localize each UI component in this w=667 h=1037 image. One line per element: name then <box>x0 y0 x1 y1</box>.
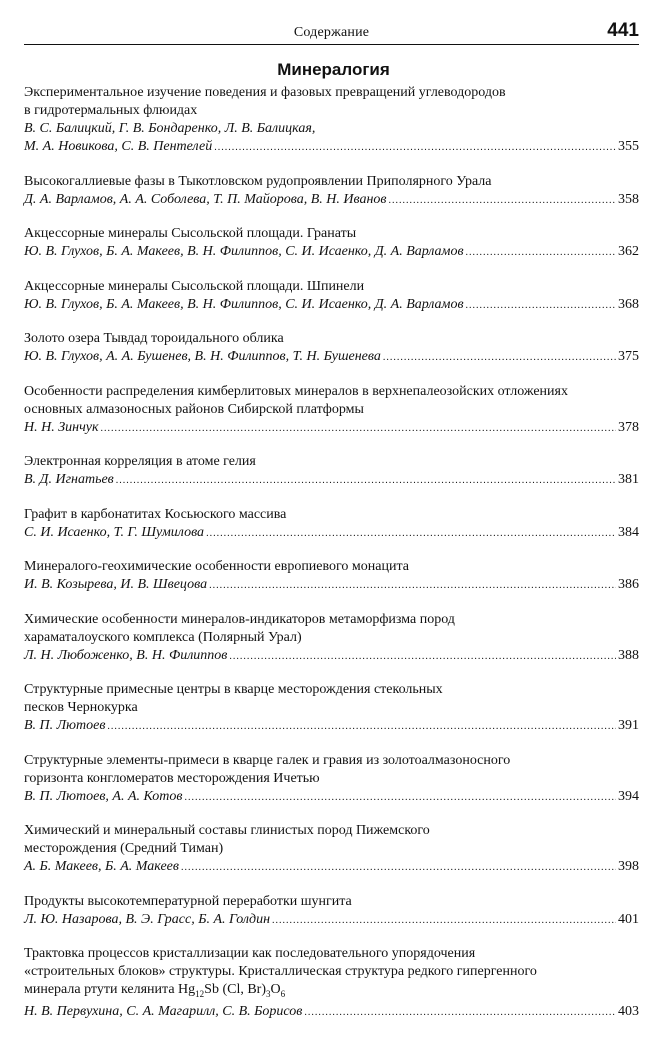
dot-leader <box>304 1007 616 1018</box>
dot-leader <box>383 352 616 363</box>
table-of-contents <box>24 84 639 1037</box>
entry-title-line: Электронная корреляция в атоме гелия <box>24 454 256 469</box>
dot-leader <box>272 915 616 926</box>
entry-page: 362 <box>618 244 639 259</box>
entry-author-line <box>24 717 639 735</box>
entry-authors: С. И. Исаенко, Т. Г. Шумилова <box>24 524 205 540</box>
entry-title-line: месторождения (Средний Тиман) <box>24 841 224 856</box>
entry-title-line: основных алмазоносных районов Сибирской платформы <box>24 401 364 417</box>
entry-authors: Д. А. Варламов, А. А. Соболева, Т. П. Майорова, В. Н. Иванов <box>24 191 387 207</box>
toc-entry <box>24 558 639 594</box>
toc-entry <box>24 84 639 156</box>
formula-prefix: минерала ртути келянита Hg <box>24 982 196 997</box>
entry-page: 398 <box>618 859 639 874</box>
entry-author-line <box>24 191 639 209</box>
entry-title-line: Структурные примесные центры в кварце месторождения стекольных <box>24 682 443 697</box>
toc-entry <box>24 383 639 437</box>
entry-authors: И. В. Козырева, И. В. Швецова <box>24 577 208 592</box>
entry-title-line: Акцессорные минералы Сысольской площади. Шпинели <box>24 278 365 294</box>
running-header <box>24 18 639 45</box>
toc-entry <box>24 893 639 929</box>
dot-leader <box>107 721 616 732</box>
entry-authors: В. П. Лютоев, А. А. Котов <box>24 788 183 804</box>
entry-page: 391 <box>618 718 639 733</box>
dot-leader <box>184 792 616 803</box>
page-number: 441 <box>607 20 639 41</box>
entry-page: 368 <box>618 296 639 312</box>
entry-authors: Ю. В. Глухов, А. А. Бушенев, В. Н. Филиппов, Т. Н. Бушенева <box>24 349 381 364</box>
dot-leader <box>181 862 616 873</box>
dot-leader <box>389 195 616 206</box>
entry-title-line: Химические особенности минералов-индикаторов метаморфизма пород <box>24 611 455 627</box>
formula-subscript: 12 <box>195 988 205 999</box>
toc-entry <box>24 278 639 314</box>
toc-entry <box>24 822 639 876</box>
entry-title-line: хараматалоуского комплекса (Полярный Урал) <box>24 629 302 645</box>
entry-author-line <box>24 243 639 261</box>
entry-author-line <box>24 911 639 929</box>
toc-entry <box>24 225 639 261</box>
entry-title-line: в гидротермальных флюидах <box>24 103 198 118</box>
entry-author-line <box>24 647 639 665</box>
toc-entry <box>24 506 639 542</box>
entry-title-line: Химический и минеральный составы глинистых пород Пижемского <box>24 823 430 838</box>
entry-author-line <box>24 524 639 542</box>
formula-mid: Sb (Cl, Br) <box>204 982 266 997</box>
dot-leader <box>209 580 616 591</box>
entry-author-line <box>24 471 639 489</box>
entry-authors: Н. В. Первухина, С. А. Магарилл, С. В. Борисов <box>24 1003 303 1019</box>
entry-authors: М. А. Новикова, С. В. Пентелей <box>24 139 213 154</box>
toc-entry <box>24 453 639 489</box>
entry-page: 401 <box>618 911 639 927</box>
entry-page: 375 <box>618 349 639 364</box>
entry-title-line: горизонта конгломератов месторождения Ичетью <box>24 770 320 786</box>
toc-entry <box>24 681 639 735</box>
entry-title-line: Особенности распределения кимберлитовых минералов в верхнепалеозойских отложениях <box>24 383 568 399</box>
toc-entry <box>24 330 639 366</box>
entry-title-line: Экспериментальное изучение поведения и фазовых превращений углеводородов <box>24 85 506 100</box>
entry-author-line <box>24 858 639 876</box>
entry-title-line: Акцессорные минералы Сысольской площади. Гранаты <box>24 226 357 241</box>
entry-title-line: Золото озера Тывдад тороидального облика <box>24 331 284 346</box>
entry-authors: В. С. Балицкий, Г. В. Бондаренко, Л. В. Балицкая, <box>24 121 316 136</box>
entry-title-line: Продукты высокотемпературной переработки шунгита <box>24 893 352 909</box>
dot-leader <box>466 300 616 311</box>
entry-page: 355 <box>618 139 639 154</box>
entry-page: 394 <box>618 788 639 804</box>
entry-authors: Л. Ю. Назарова, В. Э. Грасс, Б. А. Голдин <box>24 911 271 927</box>
toc-entry <box>24 173 639 209</box>
section-title: Минералогия <box>277 60 390 79</box>
entry-authors: А. Б. Макеев, Б. А. Макеев <box>24 859 179 874</box>
entry-title-line: Графит в карбонатитах Косьюского массива <box>24 506 287 522</box>
entry-author-line <box>24 788 639 806</box>
entry-authors: В. Д. Игнатьев <box>24 472 114 487</box>
entry-authors: Ю. В. Глухов, Б. А. Макеев, В. Н. Филиппов, С. И. Исаенко, Д. А. Варламов <box>24 296 464 312</box>
entry-authors: Ю. В. Глухов, Б. А. Макеев, В. Н. Филиппов, С. И. Исаенко, Д. А. Варламов <box>24 244 464 259</box>
dot-leader <box>214 142 616 153</box>
entry-author-line <box>24 348 639 366</box>
entry-page: 386 <box>618 577 639 592</box>
dot-leader <box>116 475 616 486</box>
entry-page: 378 <box>618 419 639 435</box>
formula-oxygen: O <box>270 982 281 997</box>
entry-author-line <box>24 138 639 156</box>
entry-authors: Н. Н. Зинчук <box>24 419 99 435</box>
entry-title-formula-line <box>24 981 639 1003</box>
entry-title-line: Структурные элементы-примеси в кварце галек и гравия из золотоалмазоносного <box>24 752 511 768</box>
dot-leader <box>206 528 616 539</box>
entry-page: 381 <box>618 472 639 487</box>
dot-leader <box>101 423 616 434</box>
entry-page: 403 <box>618 1003 639 1019</box>
entry-author-line <box>24 576 639 594</box>
entry-title-line: Трактовка процессов кристаллизации как последовательного упорядочения <box>24 946 476 961</box>
dot-leader <box>466 247 616 258</box>
toc-entry <box>24 611 639 665</box>
header-title: Содержание <box>293 25 370 40</box>
toc-entry-last <box>24 945 639 1021</box>
entry-page: 384 <box>618 524 639 540</box>
entry-title-line: «строительных блоков» структуры. Кристаллическая структура редкого гипергенного <box>24 964 537 979</box>
entry-page: 358 <box>618 191 639 207</box>
formula-subscript: 6 <box>280 988 286 999</box>
entry-title-line: песков Чернокурка <box>24 700 138 715</box>
entry-author-line <box>24 1003 639 1021</box>
entry-authors: В. П. Лютоев <box>24 718 106 733</box>
entry-page: 388 <box>618 647 639 663</box>
entry-title-line: Минералого-геохимические особенности европиевого монацита <box>24 559 409 574</box>
dot-leader <box>229 651 616 662</box>
entry-author-line <box>24 419 639 437</box>
toc-entry <box>24 752 639 806</box>
entry-title-line: Высокогаллиевые фазы в Тыкотловском рудопроявлении Приполярного Урала <box>24 173 492 189</box>
entry-authors: Л. Н. Любоженко, В. Н. Филиппов <box>24 647 228 663</box>
formula-subscript: 3 <box>266 988 271 999</box>
entry-author-line <box>24 296 639 314</box>
